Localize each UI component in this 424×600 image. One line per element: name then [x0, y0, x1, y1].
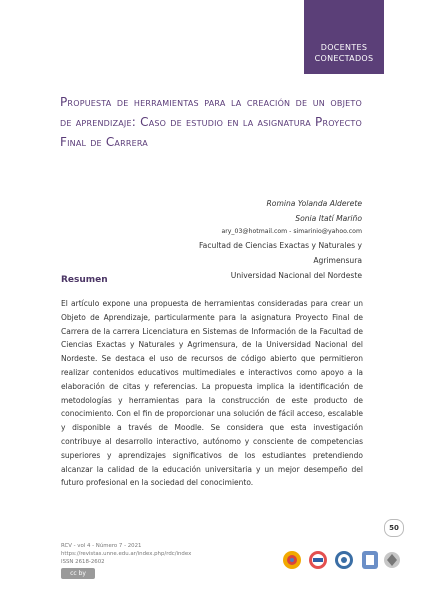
faculty-logo-icon — [384, 552, 400, 568]
footer-issn: ISSN 2618-2602 — [61, 559, 105, 565]
abstract-heading: Resumen — [61, 275, 108, 285]
institution-logo-icon — [309, 551, 327, 569]
abstract-text: El artículo expone una propuesta de herramientas consideradas para crear un Objeto de Aprendizaje, particularmente para la asignatura Proyecto Final de Carrera de la carrera Licenciatura en Sistemas de Información de la Facultad de Ciencias Exactas y Naturales y Agrimensura, de la Universidad Nacional del Nordeste. Se destaca el uso de recursos de código abierto que permitieron realizar contenidos educativos multimediales e interactivos como apoyo a la elaboración de citas y referencias. La propuesta implica la identificación de metodologías y herramientas para la construcción de este producto de conocimiento. Con el fin de proporcionar una solución de fácil acceso, escalable y disponible a través de Moodle. Se considera que esta investigación contribuye al desarrollo interactivo, autónomo y consciente de competencias superiores y aprendizajes significativos de los estudiantes pretendiendo alcanzar la calidad de la educación universitaria y un mejor desempeño del futuro profesional en la sociedad del conocimiento. — [61, 299, 363, 488]
faculty-name: Facultad de Ciencias Exactas y Naturales y Agrimensura — [199, 241, 362, 265]
footer-info — [61, 542, 191, 566]
journal-badge — [304, 0, 384, 74]
authors-block — [150, 196, 362, 283]
badge-line-1: DOCENTES — [320, 43, 368, 52]
author-emails: ary_03@hotmail.com - simarinio@yahoo.com — [221, 228, 362, 235]
footer-volume: RCV - vol 4 - Número 7 - 2021 — [61, 543, 142, 549]
page-number: 50 — [384, 519, 404, 537]
article-title: Propuesta de herramientas para la creación de un objeto de aprendizaje: Caso de estudio en la asignatura Proyecto Final de Carrera — [60, 95, 362, 149]
seal-logo-icon — [335, 551, 353, 569]
author-name-2: Sonia Itatí Mariño — [295, 214, 362, 223]
badge-line-2: CONECTADOS — [314, 54, 374, 63]
university-name: Universidad Nacional del Nordeste — [230, 271, 362, 280]
unne-logo-icon — [283, 551, 301, 569]
author-name-1: Romina Yolanda Alderete — [266, 199, 362, 208]
footer-url: https://revistas.unne.edu.ar/index.php/rdc/index — [61, 551, 192, 557]
institution-logos — [282, 546, 402, 574]
department-logo-icon — [362, 551, 378, 569]
creative-commons-icon: cc by — [61, 568, 95, 579]
